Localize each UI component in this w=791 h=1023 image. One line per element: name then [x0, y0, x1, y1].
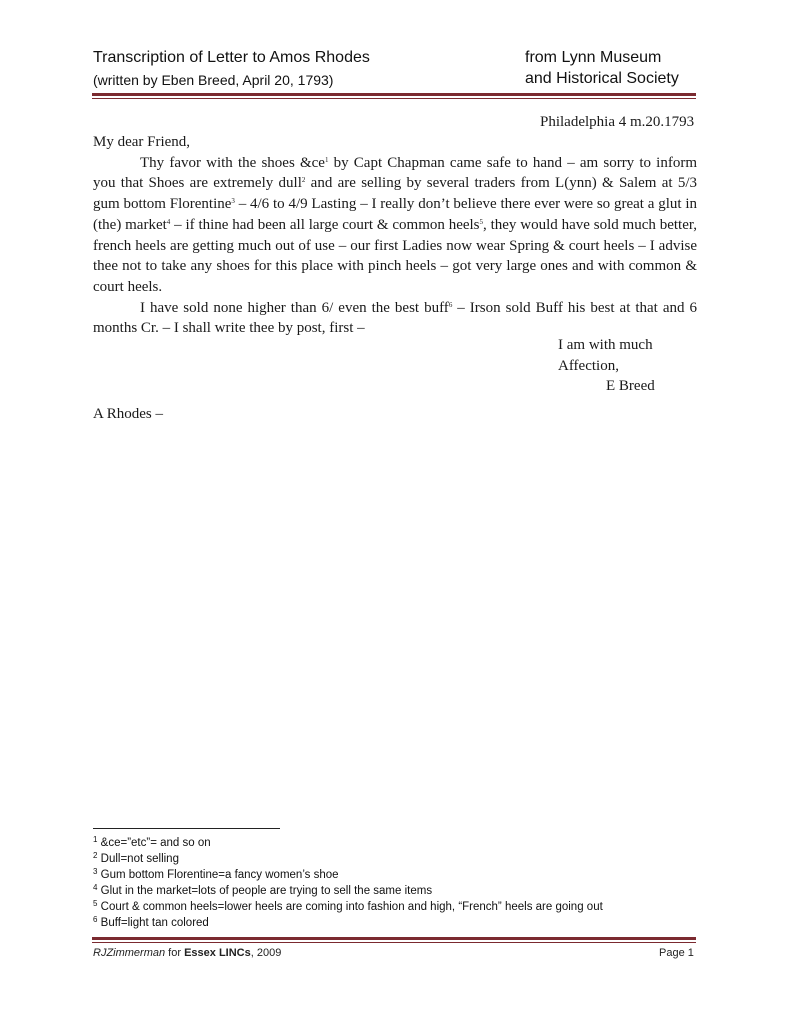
- header-title: Transcription of Letter to Amos Rhodes: [93, 49, 370, 66]
- addressee: A Rhodes –: [93, 406, 164, 422]
- header-rule-thick: [92, 93, 696, 96]
- signature: E Breed: [606, 378, 655, 394]
- footer-rule-thick: [92, 937, 696, 940]
- footnote-item: $^3$ Gum bottom Florentine=a fancy women’s shoe: [93, 867, 339, 882]
- footnote-item: $^6$ Buff=light tan colored: [93, 915, 209, 930]
- header-rule-thin: [92, 98, 696, 99]
- header-subtitle: (written by Eben Breed, April 20, 1793): [93, 72, 334, 88]
- footnote-item: $^4$ Glut in the market=lots of people are trying to sell the same items: [93, 883, 433, 898]
- footnote-item: $^5$ Court & common heels=lower heels are coming into fashion and high, “French” heels are going out: [93, 899, 603, 914]
- footnotes: [93, 835, 603, 932]
- dateline: Philadelphia 4 m.20.1793: [540, 114, 695, 130]
- page-number: Page 1: [659, 947, 694, 959]
- footnote-ref: 2: [301, 176, 306, 185]
- footnote-ref: 1: [324, 155, 329, 164]
- footnote-separator: [93, 828, 280, 829]
- footnote-item: $^1$ &ce=”etc”= and so on: [93, 835, 211, 849]
- header-source-line2: and Historical Society: [525, 70, 679, 87]
- footer-rule-thin: [92, 942, 696, 943]
- closing-line-2: Affection,: [558, 358, 619, 374]
- footnote-ref: 3: [231, 197, 235, 206]
- footnote-ref: 6: [448, 300, 453, 309]
- footnote-ref: 4: [166, 217, 171, 226]
- letter-paragraph-2: I have sold none higher than 6/ even the best buff$^6$ – Irson sold Buff his best at that and 6 months Cr. – I shall write thee by post, first –: [93, 299, 698, 337]
- footnote-item: $^2$ Dull=not selling: [93, 851, 179, 866]
- header-source-line1: from Lynn Museum: [525, 49, 662, 66]
- salutation: My dear Friend,: [93, 134, 191, 150]
- footer-credit: RJZimmerman for Essex LINCs, 2009: [93, 947, 282, 959]
- closing-line-1: I am with much: [558, 337, 653, 353]
- letter-body: [93, 132, 697, 339]
- letter-paragraph-1: Thy favor with the shoes $\&ce^1$ by Capt Chapman came safe to hand – am sorry to inform you that Shoes are extremely dull$^2$ and are selling by several traders from L(ynn) & Salem at 5/3 gum bottom Florentine$^3$ – 4/6 to 4/9 Lasting – I really don’t believe there ever were so great a glut in (the) market$^4$ – if thine had been all large court & common heels$^5$, they would have sold much better, french heels are getting much out of use – our first Ladies now wear Spring & court heels – I advise thee not to take any shoes for this place with pinch heels – got very large ones and with common & court heels.: [93, 154, 698, 295]
- footnote-ref: 5: [479, 217, 484, 226]
